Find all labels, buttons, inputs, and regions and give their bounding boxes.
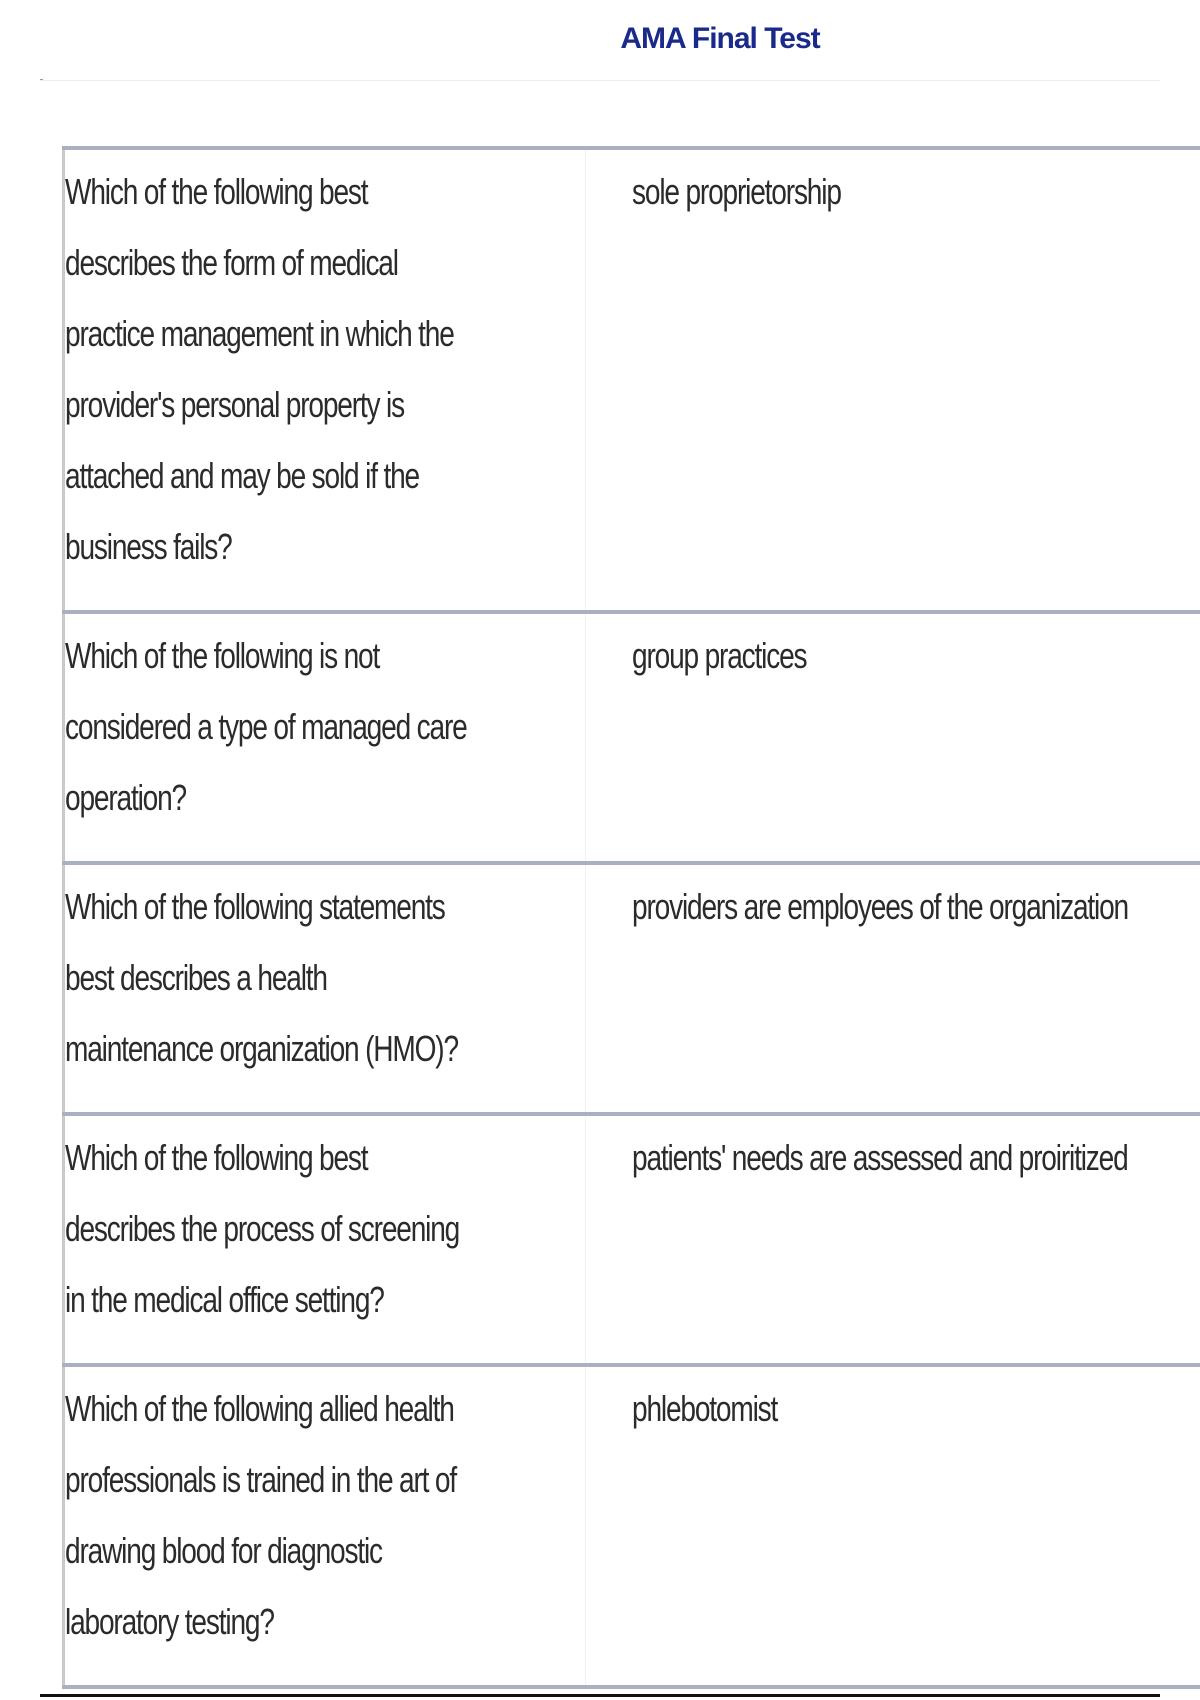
qa-row (64, 1114, 1200, 1365)
answer-cell (586, 148, 1200, 612)
answer-cell (586, 1365, 1200, 1687)
question-cell (64, 1365, 586, 1687)
qa-row (64, 148, 1200, 612)
question-text: Which of the following best describes the form of medical practice management in which the provider's personal property is attached and may be sold if the business fails? (65, 171, 454, 567)
answer-cell (586, 863, 1200, 1114)
question-cell (64, 863, 586, 1114)
qa-table (62, 146, 1200, 1689)
answer-cell (586, 612, 1200, 863)
answer-text: group practices (632, 635, 807, 676)
question-cell (64, 612, 586, 863)
answer-text: sole proprietorship (632, 171, 841, 212)
question-text: Which of the following is not considered a type of managed care operation? (65, 635, 467, 818)
answer-text: phlebotomist (632, 1388, 778, 1429)
qa-row (64, 612, 1200, 863)
answer-text: providers are employees of the organization (632, 886, 1129, 927)
page-title-container (600, 22, 840, 56)
question-cell (64, 148, 586, 612)
page-title: AMA Final Test (620, 22, 820, 55)
question-text: Which of the following allied health professionals is trained in the art of drawing blood for diagnostic laboratory testing? (65, 1388, 457, 1642)
question-cell (64, 1114, 586, 1365)
question-text: Which of the following best describes the process of screening in the medical office setting? (65, 1137, 460, 1320)
qa-row (64, 1365, 1200, 1687)
answer-cell (586, 1114, 1200, 1365)
footer-divider (40, 1694, 1160, 1697)
question-text: Which of the following statements best describes a health maintenance organization (HMO)? (65, 886, 458, 1069)
header-divider (40, 80, 1160, 81)
qa-row (64, 863, 1200, 1114)
answer-text: patients' needs are assessed and proiritized (632, 1137, 1128, 1178)
